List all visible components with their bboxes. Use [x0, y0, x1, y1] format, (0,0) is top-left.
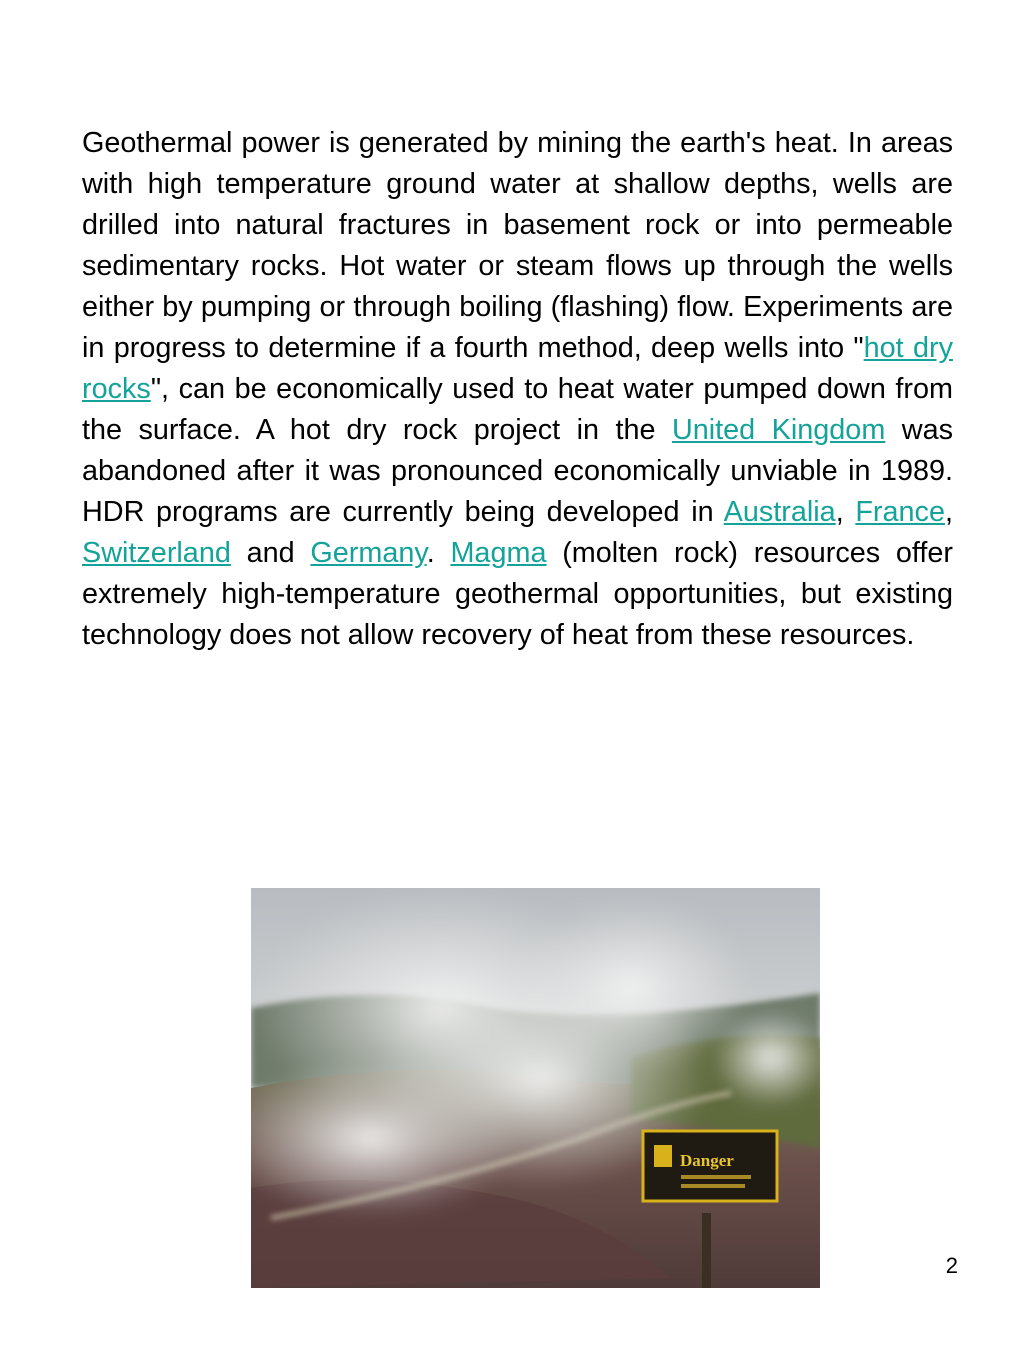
- sign-post: [702, 1213, 711, 1288]
- text-segment: ,: [944, 496, 953, 528]
- link-germany[interactable]: Germany: [310, 537, 427, 569]
- steam-field-illustration: [251, 888, 820, 1288]
- page-number: 2: [945, 1253, 958, 1278]
- text-segment: was abandoned after it was pronounced economically unviable in 1989. HDR programs are currently being developed in: [82, 414, 953, 528]
- text-segment: ,: [835, 496, 856, 528]
- text-segment: and: [230, 537, 311, 569]
- link-france[interactable]: France: [855, 496, 945, 528]
- link-switzerland[interactable]: Switzerland: [82, 537, 231, 569]
- text-segment: (molten rock) resources offer extremely high-temperature geothermal opportunities, but existing technology does not allow recovery of heat from these resources.: [82, 537, 953, 651]
- text-segment: ", can be economically used to heat water pumped down from the surface. A hot dry rock project in the: [82, 373, 953, 446]
- warning-icon: [654, 1145, 672, 1167]
- link-australia[interactable]: Australia: [723, 496, 836, 528]
- link-united-kingdom[interactable]: United Kingdom: [671, 414, 886, 446]
- body-paragraph: [82, 123, 953, 656]
- link-magma[interactable]: Magma: [450, 537, 547, 569]
- geothermal-steam-photo: [251, 888, 820, 1288]
- link-hot-dry-rocks[interactable]: hot dry rocks: [82, 332, 953, 405]
- text-segment: Geothermal power is generated by mining the earth's heat. In areas with high temperature ground water at shallow depths, wells are drilled into natural fractures in basement rock or into permeable sedimentary rocks. Hot water or steam flows up through the wells either by pumping or through boiling (flashing) flow. Experiments are in progress to determine if a fourth method, deep wells into ": [82, 127, 953, 364]
- text-segment: .: [426, 537, 451, 569]
- sign-title: Danger: [680, 1151, 734, 1170]
- danger-sign: [643, 1131, 777, 1201]
